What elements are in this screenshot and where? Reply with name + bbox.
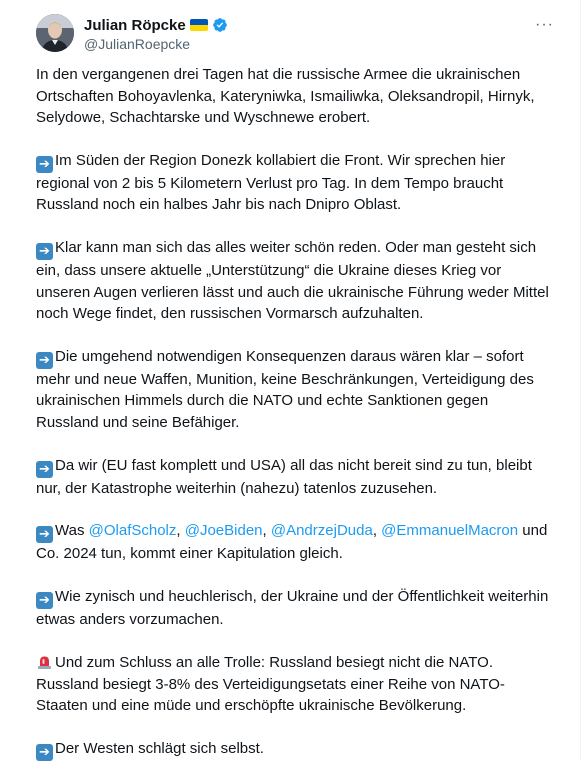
paragraph-3-text: Klar kann man sich das alles weiter schön reden. Oder man gesteht sich ein, dass unsere aktuelle „Unterstützung“ die Ukraine dieses Krieg vor unseren Augen verlieren lässt und auch die ukrainische Führung weder Mittel noch Wege findet, den russischen Vormarsch aufzuhalten.: [36, 239, 549, 323]
mention-olafscholz[interactable]: @OlafScholz: [88, 522, 177, 540]
paragraph-5: [36, 455, 551, 500]
right-arrow-icon: ➔: [36, 744, 53, 761]
mention-separator: ,: [372, 522, 382, 540]
mention-andrzejduda[interactable]: @AndrzejDuda: [270, 522, 373, 540]
paragraph-9-text: Der Westen schlägt sich selbst.: [55, 739, 264, 757]
paragraph-6: [36, 520, 551, 565]
right-arrow-icon: ➔: [36, 352, 53, 369]
paragraph-7: [36, 586, 551, 631]
author-display-name[interactable]: Julian Röpcke: [84, 16, 186, 34]
mention-separator: ,: [176, 522, 185, 540]
paragraph-6-prefix: Was: [55, 522, 89, 540]
paragraph-8: [36, 652, 551, 717]
right-arrow-icon: ➔: [36, 243, 53, 260]
paragraph-1: [36, 64, 551, 129]
paragraph-2-text: Im Süden der Region Donezk kollabiert die Front. Wir sprechen hier regional von 2 bis 5 Kilometern Verlust pro Tag. In dem Tempo braucht Russland noch ein halbes Jahr bis nach Dnipro Oblast.: [36, 151, 506, 214]
mention-joebiden[interactable]: @JoeBiden: [184, 522, 263, 540]
right-arrow-icon: ➔: [36, 592, 53, 609]
paragraph-1-text: In den vergangenen drei Tagen hat die russische Armee die ukrainischen Ortschaften Bohoyavlenka, Kateryniwka, Ismailiwka, Oleksandropil, Hirnyk, Selydowe, Schachtarske und Wyschnewe erobert.: [36, 66, 535, 126]
paragraph-5-text: Da wir (EU fast komplett und USA) all das nicht bereit sind zu tun, bleibt nur, der Katastrophe weiterhin (nahezu) tatenlos zuzusehen.: [36, 456, 532, 497]
police-light-icon: [36, 653, 53, 670]
tweet-text: [36, 64, 551, 782]
author-avatar[interactable]: [36, 14, 74, 52]
name-row: [84, 15, 228, 35]
paragraph-4: [36, 346, 551, 434]
paragraph-9: [36, 738, 551, 761]
verified-badge-icon[interactable]: [212, 17, 228, 33]
paragraph-3: [36, 237, 551, 325]
paragraph-2: [36, 150, 551, 216]
paragraph-4-text: Die umgehend notwendigen Konsequenzen daraus wären klar – sofort mehr und neue Waffen, Munition, keine Beschränkungen, Verteidigung des ukrainischen Himmels durch die NATO und echte Sanktionen gegen Russland und seine Befähiger.: [36, 347, 534, 431]
tweet-header: [36, 14, 556, 54]
author-handle[interactable]: @JulianRoepcke: [84, 36, 191, 52]
right-arrow-icon: ➔: [36, 526, 53, 543]
paragraph-8-text: Und zum Schluss an alle Trolle: Russland besiegt nicht die NATO. Russland besiegt 3-8% des Verteidigungsetats einer Reihe von NATO-Staaten und eine müde und erschöpfte ukrainische Bevölkerung.: [36, 654, 505, 715]
right-arrow-icon: ➔: [36, 461, 53, 478]
avatar-portrait-icon: [36, 14, 74, 52]
mention-emmanuelmacron[interactable]: @EmmanuelMacron: [381, 522, 519, 540]
paragraph-7-text: Wie zynisch und heuchlerisch, der Ukraine und der Öffentlichkeit weiterhin etwas anders vorzumachen.: [36, 588, 549, 629]
more-options-icon[interactable]: ···: [535, 16, 554, 33]
paragraph-6-suffix: und Co. 2024 tun, kommt einer Kapitulation gleich.: [36, 522, 548, 563]
mention-separator: ,: [262, 522, 271, 540]
ukraine-flag-icon: [190, 19, 208, 31]
right-arrow-icon: ➔: [36, 156, 53, 173]
